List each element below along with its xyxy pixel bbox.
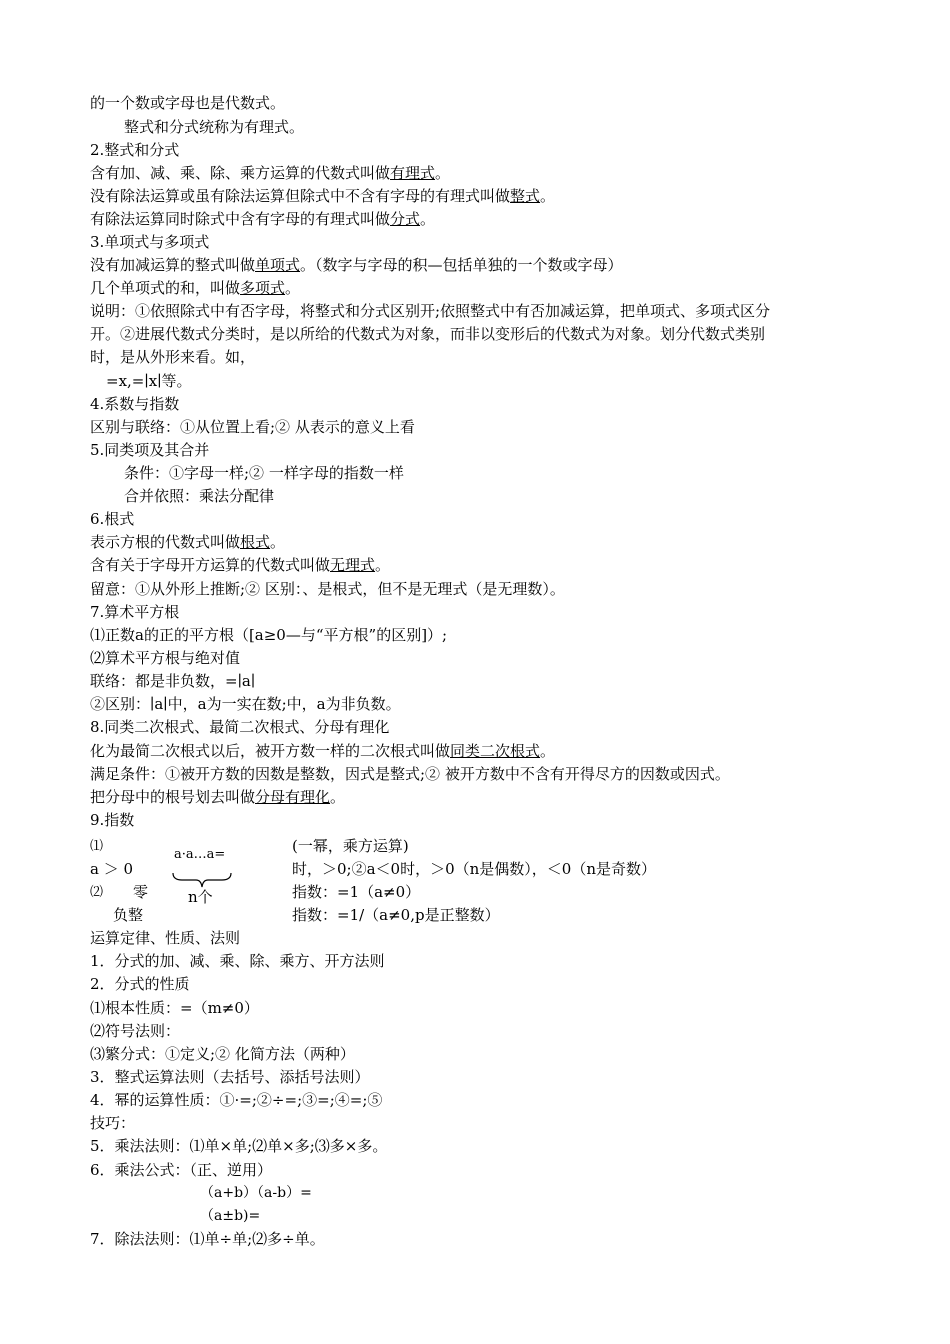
section-heading: 9.指数 bbox=[90, 811, 135, 829]
text-line: 的一个数或字母也是代数式。 bbox=[90, 94, 286, 112]
exponent-zero-label: 零 bbox=[133, 883, 149, 901]
term-like-radicals: 同类二次根式 bbox=[450, 742, 541, 760]
exponent-rule-4: 指数：=1/（a≠0,p是正整数） bbox=[292, 906, 500, 924]
term-multinomial: 多项式 bbox=[240, 279, 286, 297]
exponent-negint-label: 负整 bbox=[113, 906, 144, 924]
text-line: ⑴正数a的正的平方根（[a≥0—与“平方根”的区别]）; bbox=[90, 626, 448, 644]
section-heading: 2.整式和分式 bbox=[90, 141, 180, 159]
text-line: 1．分式的加、减、乘、除、乘方、开方法则 bbox=[90, 952, 385, 970]
section-heading: 8.同类二次根式、最简二次根式、分母有理化 bbox=[90, 718, 390, 736]
text-line: 时，是从外形来看。如， bbox=[90, 348, 256, 366]
section-heading: 6.根式 bbox=[90, 510, 135, 528]
text-line: 整式和分式统称为有理式。 bbox=[124, 118, 305, 136]
text-line: 留意：①从外形上推断;② 区别：、是根式，但不是无理式（是无理数）。 bbox=[90, 580, 565, 598]
text-line: ⑵算术平方根与绝对值 bbox=[90, 649, 241, 667]
section-heading: 4.系数与指数 bbox=[90, 395, 180, 413]
text-line: 6．乘法公式：（正、逆用） bbox=[90, 1161, 273, 1179]
section-heading: 运算定律、性质、法则 bbox=[90, 929, 241, 947]
section-heading: 3.单项式与多项式 bbox=[90, 233, 210, 251]
section-heading: 5.同类项及其合并 bbox=[90, 441, 210, 459]
text-line: 把分母中的根号划去叫做分母有理化。 bbox=[90, 788, 346, 806]
exponent-case-1: ⑴ bbox=[90, 839, 104, 854]
term-rational-expression: 有理式 bbox=[390, 164, 436, 182]
exponent-rule-3: 指数：=1（a≠0） bbox=[292, 883, 421, 901]
text-line: 说明：①依照除式中有否字母，将整式和分式区别开;依照整式中有否加减运算，把单项式、多项式区分 bbox=[90, 302, 771, 320]
text-line: 3．整式运算法则（去括号、添括号法则） bbox=[90, 1068, 370, 1086]
formula-line: （a+b）（a-b）= bbox=[200, 1185, 312, 1201]
text-line: 有除法运算同时除式中含有字母的有理式叫做分式。 bbox=[90, 210, 436, 228]
term-monomial: 单项式 bbox=[255, 256, 301, 274]
term-rationalize-denominator: 分母有理化 bbox=[255, 788, 331, 806]
formula-line: （a±b)= bbox=[200, 1208, 261, 1224]
exponent-rule-2: 时，＞0;②a＜0时，＞0（n是偶数），＜0（n是奇数） bbox=[292, 860, 656, 878]
text-line: 合并依照：乘法分配律 bbox=[124, 487, 275, 505]
exponent-case-2: ⑵ bbox=[90, 885, 104, 900]
text-line: =x,=∣x∣等。 bbox=[106, 372, 192, 390]
exponent-rule-1: (一幂，乘方运算) bbox=[292, 837, 409, 855]
text-line: 没有除法运算或虽有除法运算但除式中不含有字母的有理式叫做整式。 bbox=[90, 187, 556, 205]
term-radical: 根式 bbox=[240, 533, 271, 551]
term-fraction: 分式 bbox=[390, 210, 421, 228]
text-line: 几个单项式的和，叫做多项式。 bbox=[90, 279, 301, 297]
text-line: 开。②进展代数式分类时，是以所给的代数式为对象，而非以变形后的代数式为对象。划分代数式类别 bbox=[90, 325, 766, 343]
text-line: 没有加减运算的整式叫做单项式。（数字与字母的积—包括单独的一个数或字母） bbox=[90, 256, 623, 274]
text-line: 4．幂的运算性质：①·=;②÷=;③=;④=;⑤ bbox=[90, 1091, 383, 1109]
text-line: ⑴根本性质：=（m≠0） bbox=[90, 999, 259, 1017]
text-line: 含有加、减、乘、除、乘方运算的代数式叫做有理式。 bbox=[90, 164, 451, 182]
text-line: 条件：①字母一样;② 一样字母的指数一样 bbox=[124, 464, 404, 482]
text-line: 2．分式的性质 bbox=[90, 975, 190, 993]
section-heading: 7.算术平方根 bbox=[90, 603, 180, 621]
text-line: 表示方根的代数式叫做根式。 bbox=[90, 533, 286, 551]
exponent-product: a·a…a= bbox=[174, 847, 226, 862]
text-line: ②区别：∣a∣中，a为一实在数;中，a为非负数。 bbox=[90, 695, 401, 713]
text-line: 区别与联络：①从位置上看;② 从表示的意义上看 bbox=[90, 418, 415, 436]
term-polynomial: 整式 bbox=[510, 187, 541, 205]
text-line: 技巧： bbox=[90, 1114, 136, 1132]
text-line: 含有关于字母开方运算的代数式叫做无理式。 bbox=[90, 556, 391, 574]
text-line: 化为最简二次根式以后，被开方数一样的二次根式叫做同类二次根式。 bbox=[90, 742, 556, 760]
exponent-a-gt-0: a ＞ 0 bbox=[90, 860, 134, 878]
text-line: 7．除法法则：⑴单÷单;⑵多÷单。 bbox=[90, 1230, 325, 1248]
text-line: 联络：都是非负数，=∣a∣ bbox=[90, 672, 256, 690]
term-irrational-expression: 无理式 bbox=[330, 556, 376, 574]
text-line: 5．乘法法则：⑴单×单;⑵单×多;⑶多×多。 bbox=[90, 1137, 388, 1155]
text-line: ⑶繁分式：①定义;② 化简方法（两种） bbox=[90, 1045, 355, 1063]
text-line: ⑵符号法则： bbox=[90, 1022, 181, 1040]
text-line: 满足条件：①被开方数的因数是整数，因式是整式;② 被开方数中不含有开得尽方的因数或因式。 bbox=[90, 765, 730, 783]
exponent-n-count: n个 bbox=[188, 888, 213, 906]
